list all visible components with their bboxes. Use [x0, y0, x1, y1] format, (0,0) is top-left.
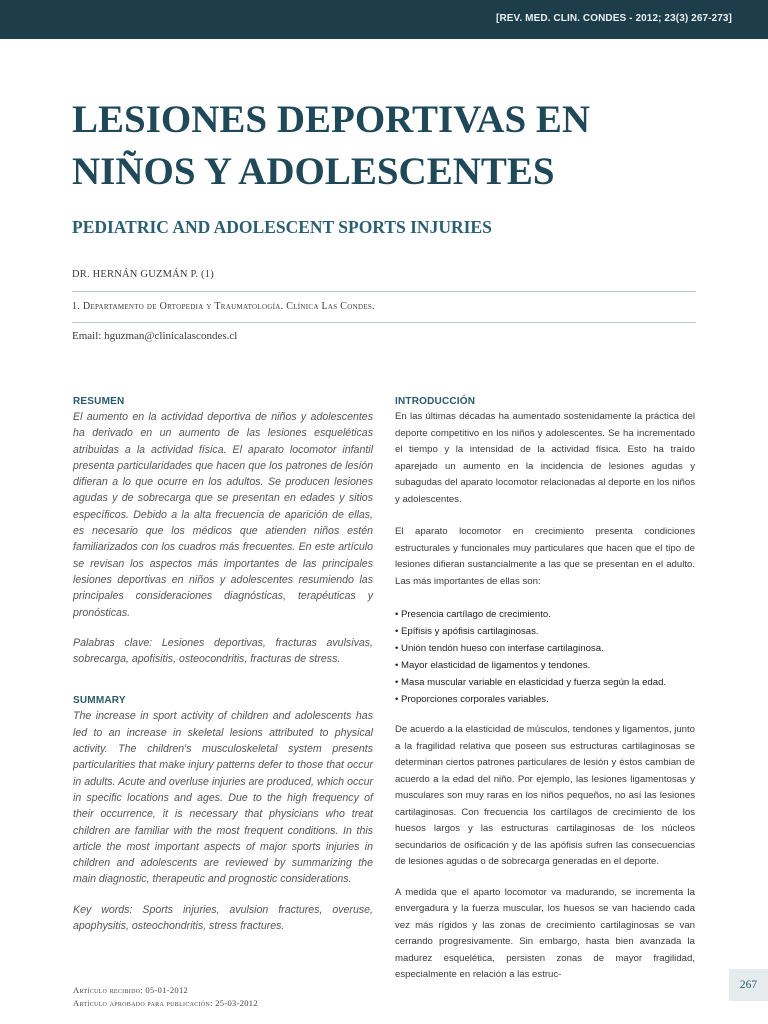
article-dates [73, 984, 258, 1010]
summary-heading: SUMMARY [73, 695, 126, 707]
article-subtitle: PEDIATRIC AND ADOLESCENT SPORTS INJURIES [72, 217, 492, 237]
approved-date: Artículo aprobado para publicación: 25-03-2012 [73, 998, 258, 1008]
list-item: • Epífisis y apófisis cartilaginosas. [395, 623, 695, 640]
received-date: Artículo recibido: 05-01-2012 [73, 985, 189, 995]
summary-keywords: Key words: Sports injuries, avulsion fractures, overuse, apophysitis, osteochondritis, stress fractures. [73, 903, 373, 933]
article-title: LESIONES DEPORTIVAS EN NIÑOS Y ADOLESCENTES [72, 98, 591, 193]
divider-bottom [72, 322, 696, 323]
author-name: DR. HERNÁN GUZMÁN P. (1) [72, 269, 214, 280]
list-item: • Mayor elasticidad de ligamentos y tendones. [395, 657, 695, 674]
list-item: • Unión tendón hueso con interfase cartilaginosa. [395, 640, 695, 657]
intro-paragraph-1: En las últimas décadas ha aumentado sostenidamente la práctica del deporte competitivo en los niños y adolescentes. Se ha incrementado el tiempo y la intensidad de la actividad física. Esto ha traído aparejado un aumento en la incidencia de lesiones agudas y subagudas del aparato locomotor relacionadas al deporte en los niños y adolescentes. [395, 411, 695, 505]
divider-top [72, 291, 696, 292]
list-item: • Presencia cartílago de crecimiento. [395, 606, 695, 623]
resumen-heading: RESUMEN [73, 396, 125, 407]
intro-paragraph-3: De acuerdo a la elasticidad de músculos, tendones y ligamentos, junto a la fragilidad relativa que poseen sus estructuras cartilaginosas se determinan ciertos patrones particulares de lesión y éstos cambian de acuerdo a la edad del niño. Por ejemplo, las lesiones ligamentosas y musculares son muy raras en los niños pequeños, no así las lesiones cartilaginosas. Con frecuencia los cartílagos de crecimiento de los huesos largos y las estructuras cartilaginosas de los núcleos secundarios de osificación y de las apófisis sufren las consecuencias de lesiones agudas o de sobrecarga generadas en el deporte. [395, 724, 695, 867]
introduccion-heading: INTRODUCCIÓN [395, 396, 476, 407]
list-item: • Proporciones corporales variables. [395, 691, 695, 708]
resumen-text: El aumento en la actividad deportiva de niños y adolescentes ha derivado en un aumento de las lesiones esqueléticas atribuidas a la actividad física. El aparato locomotor infantil presenta particularidades que hacen que los patrones de lesión difieran a lo que ocurre en los adultos. Se producen lesiones agudas y de sobrecarga que se presentan en edades y sitios específicos. Debido a la alta frecuencia de aparición de ellas, es necesario que los médicos que atienden niños estén familiarizados con los cuadros más frecuentes. En este artículo se revisan los aspectos más importantes de las principales lesiones deportivas en niños y adolescentes resumiendo las principales consideraciones diagnósticas, terapéuticas y pronósticas. [73, 411, 373, 619]
list-item: • Masa muscular variable en elasticidad y fuerza según la edad. [395, 674, 695, 691]
author-email: Email: hguzman@clinicalascondes.cl [72, 330, 238, 342]
page-number: 267 [729, 969, 768, 1001]
author-affiliation: 1. Departamento de Ortopedia y Traumatología. Clínica Las Condes. [72, 301, 375, 312]
intro-paragraph-2: El aparato locomotor en crecimiento presenta condiciones estructurales y funcionales muy particulares que hacen que el tipo de lesiones difieran sustancialmente a las que se presentan en el adulto. Las más importantes de ellas son: [395, 526, 695, 587]
intro-bullet-list [395, 606, 695, 708]
left-column [73, 396, 373, 934]
journal-header-bar [0, 0, 768, 39]
right-column [395, 396, 695, 984]
journal-citation: [REV. MED. CLIN. CONDES - 2012; 23(3) 267-273] [496, 13, 732, 24]
resumen-keywords: Palabras clave: Lesiones deportivas, fracturas avulsivas, sobrecarga, apofisitis, osteocondritis, fracturas de stress. [73, 636, 373, 666]
summary-text: The increase in sport activity of children and adolescents has led to an increase in skeletal lesions attributed to physical activity. The children's musculoskeletal system presents particularities that make injury patterns defer to those that occur in adults. Acute and overluse injuries are produced, which occur in specific locations and ages. Due to the high frequency of their occurrence, it is necessary that physicians who treat children are familiar with the most frequent conditions. In this article the most important aspects of major sports injuries in children and adolescents are reviewed by summarizing the main diagnostic, therapeutic and prognostic considerations. [73, 710, 373, 886]
intro-paragraph-4: A medida que el aparto locomotor va madurando, se incrementa la envergadura y la fuerza muscular, los huesos se van haciendo cada vez más rígidos y las zonas de crecimiento cartilaginosas se van cerrando progresivamente. Sin embargo, hasta bien avanzada la madurez esquelética, persisten zonas de mayor fragilidad, especialmente en relación a las estruc- [395, 886, 695, 980]
